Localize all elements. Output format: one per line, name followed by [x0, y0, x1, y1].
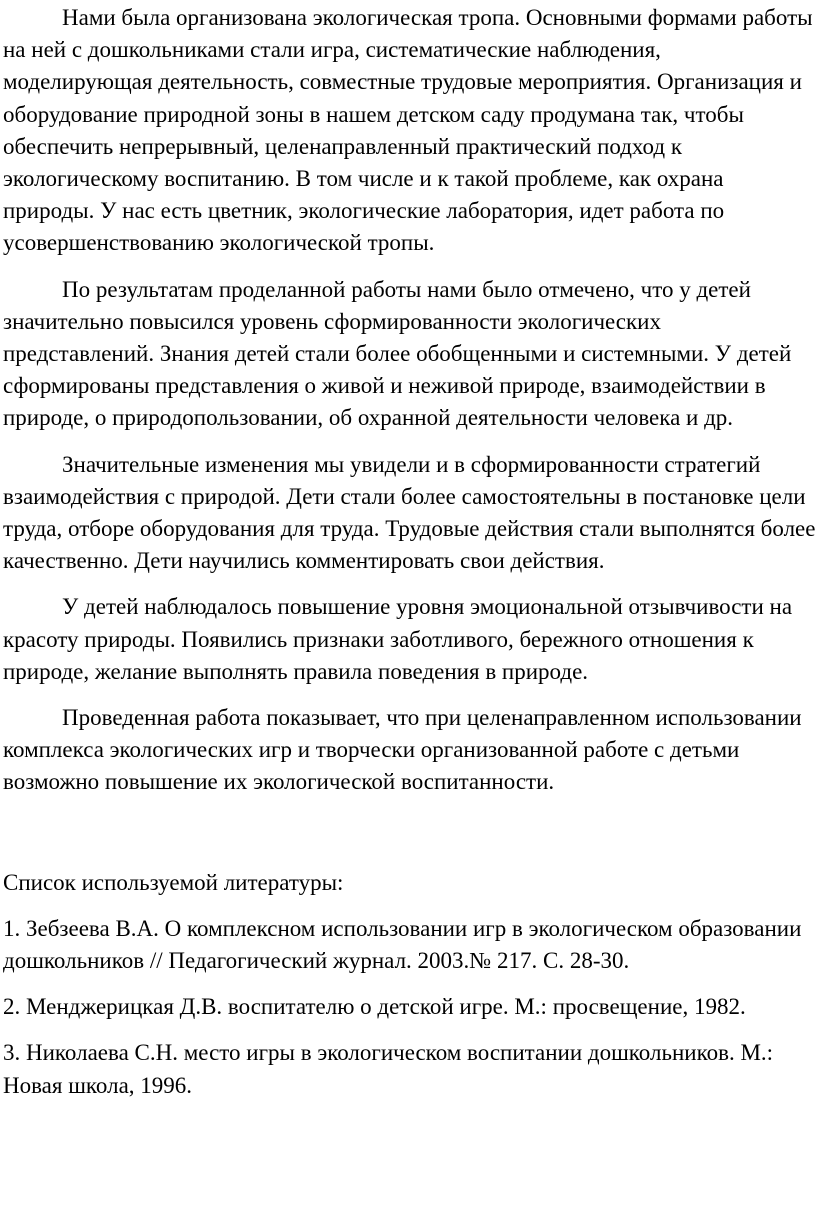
section-spacer: [3, 813, 816, 867]
reference-item: 1. Зебзеева В.А. О комплексном использовании игр в экологическом образовании дошкольников // Педагогический журнал. 2003.№ 217. С. 28-30.: [3, 915, 802, 974]
paragraph-interaction-strategies: Значительные изменения мы увидели и в сформированности стратегий взаимодействия с природой. Дети стали более самостоятельны в постановке цели труда, отборе оборудования для труда. Трудовые действия стали выполнятся более качественно. Дети научились комментировать свои действия.: [3, 451, 816, 574]
paragraph-ecological-trail: Нами была организована экологическая тропа. Основными формами работы на ней с дошкольниками стали игра, систематические наблюдения, моделирующая деятельность, совместные трудовые мероприятия. Организация и оборудование природной зоны в нашем детском саду продумана так, чтобы обеспечить непрерывный, целенаправленный практический подход к экологическому воспитанию. В том числе и к такой проблеме, как охрана природы. У нас есть цветник, экологические лаборатория, идет работа по усовершенствованию экологической тропы.: [3, 5, 813, 256]
reference-item: 3. Николаева С.Н. место игры в экологическом воспитании дошкольников. М.: Новая школа, 1996.: [3, 1040, 774, 1098]
reference-item: 2. Менджерицкая Д.В. воспитателю о детской игре. М.: просвещение, 1982.: [3, 994, 746, 1020]
references-heading: Список используемой литературы:: [3, 869, 344, 895]
paragraph-emotional-response: У детей наблюдалось повышение уровня эмоциональной отзывчивости на красоту природы. Появились признаки заботливого, бережного отношения к природе, желание выполнять правила поведения в природе.: [3, 594, 793, 684]
paragraph-conclusion: Проведенная работа показывает, что при целенаправленном использовании комплекса экологических игр и творчески организованной работе с детьми возможно повышение их экологической воспитанности.: [3, 705, 802, 795]
paragraph-results: По результатам проделанной работы нами было отмечено, что у детей значительно повысился уровень сформированности экологических представлений. Знания детей стали более обобщенными и системными. У детей сформированы представления о живой и неживой природе, взаимодействии в природе, о природопользовании, об охранной деятельности человека и др.: [3, 276, 792, 431]
